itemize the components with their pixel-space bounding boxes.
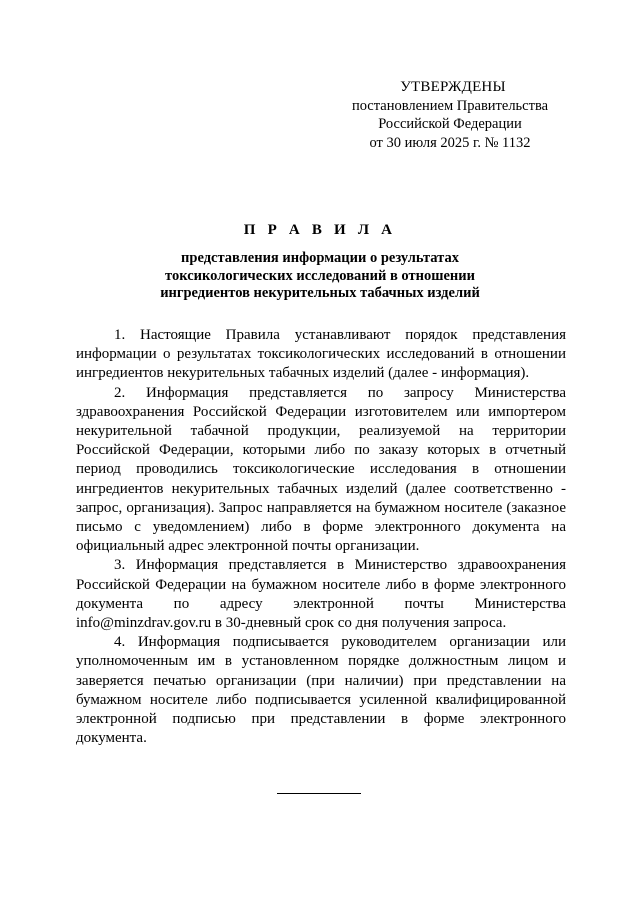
approval-stamp — [330, 78, 570, 152]
approval-line-2: Российской Федерации — [378, 116, 522, 132]
paragraph-2: 2. Информация представляется по запросу Министерства здравоохранения Российской Федерации изготовителем или импортером некурительной табачной продукции, реализуемой на территории Российской Федерации, которыми либо по заказу которых в отчетный период проводились токсикологические исследования в отношении ингредиентов некурительных табачных изделий (далее соответственно - запрос, организация). Запрос направляется на бумажном носителе (заказное письмо с уведомлением) либо в форме электронного документа на официальный адрес электронной почты организации. — [76, 384, 566, 555]
approval-line-1: постановлением Правительства — [351, 97, 549, 114]
document-body — [76, 326, 566, 748]
end-separator-line — [277, 793, 361, 794]
paragraph-1: 1. Настоящие Правила устанавливают порядок представления информации о результатах токсикологических исследований в отношении ингредиентов некурительных табачных изделий (далее - информация). — [76, 327, 566, 382]
document-title: П Р А В И Л А — [243, 222, 397, 238]
subtitle-line-1: представления информации о результатах — [181, 250, 459, 266]
subtitle-line-3: ингредиентов некурительных табачных изделий — [160, 285, 480, 301]
approval-title: УТВЕРЖДЕНЫ — [400, 79, 506, 95]
paragraph-3: 3. Информация представляется в Министерство здравоохранения Российской Федерации на бумажном носителе либо в форме электронного документа по адресу электронной почты Министерства info@minzdrav.gov.ru в 30-дневный срок со дня получения запроса. — [76, 557, 566, 632]
document-subtitle — [120, 250, 520, 303]
paragraph-4: 4. Информация подписывается руководителем организации или уполномоченным им в установленном порядке должностным лицом и заверяется печатью организации (при наличии) при представлении на бумажном носителе либо подписывается усиленной квалифицированной электронной подписью при представлении в форме электронного документа. — [76, 634, 566, 747]
subtitle-line-2: токсикологических исследований в отношении — [165, 267, 475, 284]
approval-line-3: от 30 июля 2025 г. № 1132 — [369, 134, 531, 151]
